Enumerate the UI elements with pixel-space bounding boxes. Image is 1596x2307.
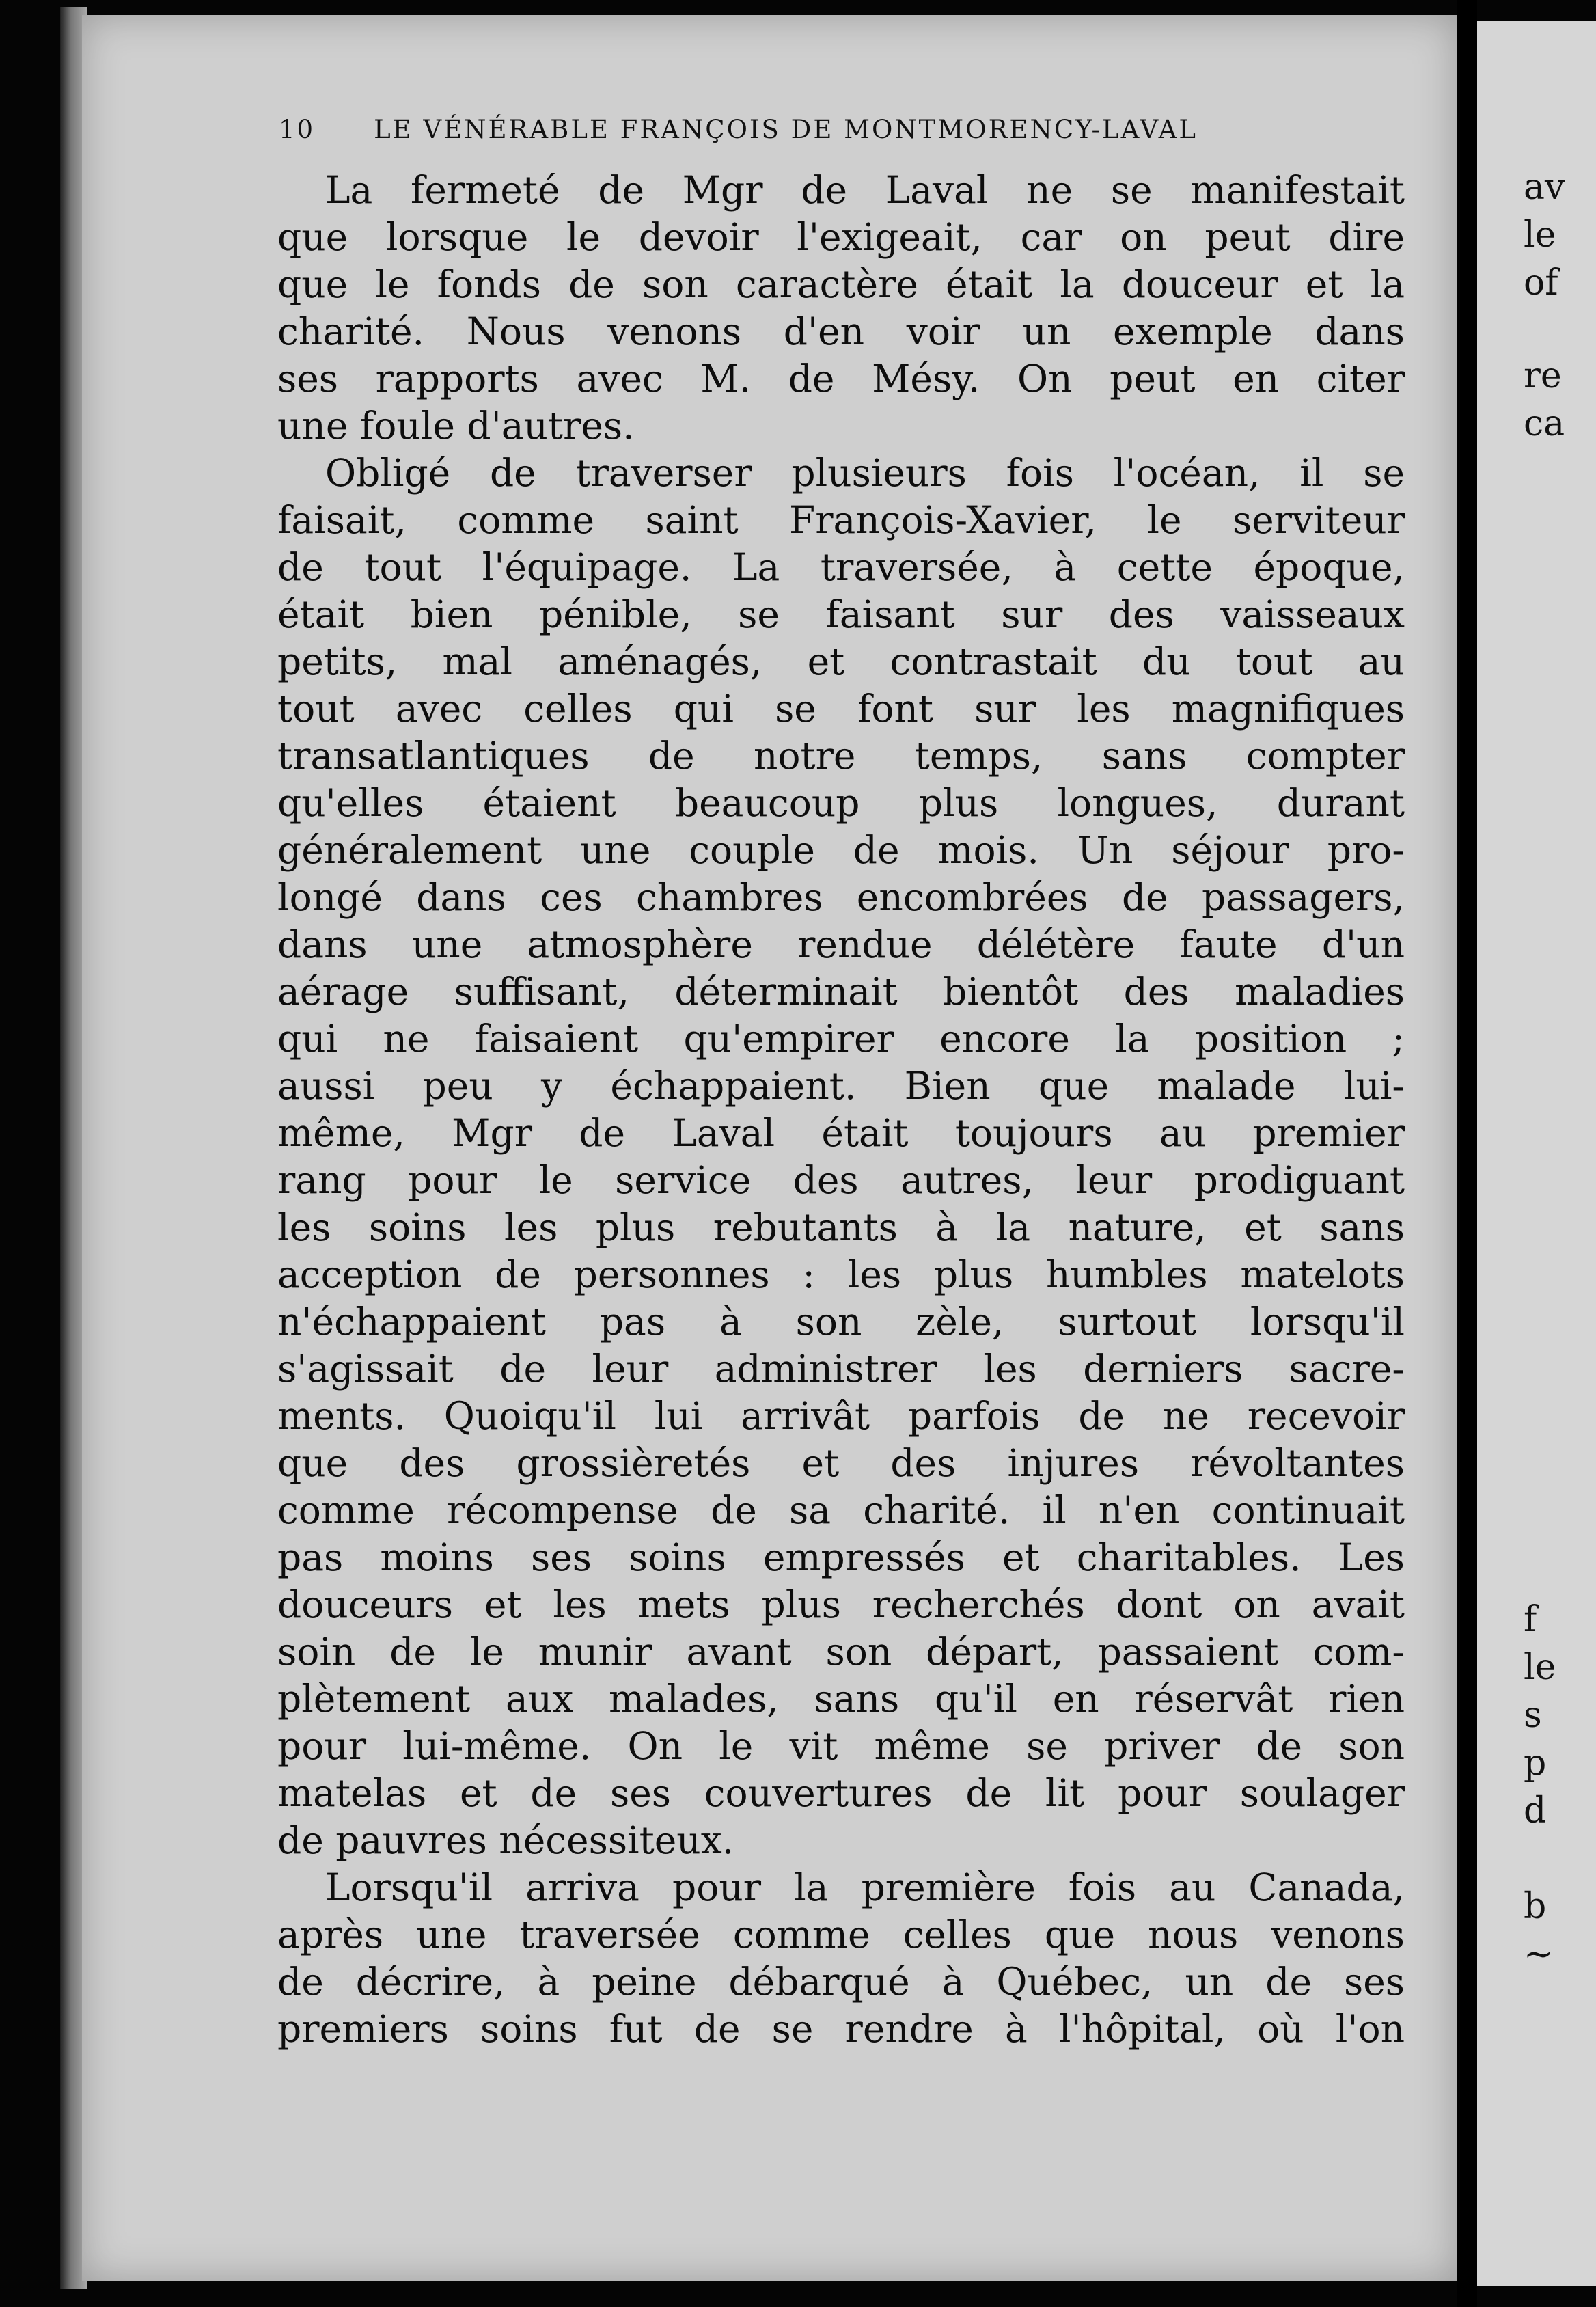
text-line: s'agissait de leur administrer les derniers sacre- xyxy=(277,1347,1405,1391)
text-line: dans une atmosphère rendue délétère faute d'un xyxy=(277,923,1405,966)
book-gutter xyxy=(1457,0,1477,2307)
facing-page-fragment: av xyxy=(1524,167,1565,208)
text-line: rang pour le service des autres, leur prodiguant xyxy=(277,1158,1405,1202)
text-line: qui ne faisaient qu'empirer encore la position ; xyxy=(277,1017,1405,1061)
text-line: pas moins ses soins empressés et charitables. Les xyxy=(277,1535,1405,1579)
page-number: 10 xyxy=(279,115,316,144)
text-line: charité. Nous venons d'en voir un exemple dans xyxy=(277,310,1405,353)
facing-page-fragment: b xyxy=(1524,1886,1547,1927)
text-line: de décrire, à peine débarqué à Québec, un de ses xyxy=(277,1960,1405,2004)
text-line: aérage suffisant, déterminait bientôt des maladies xyxy=(277,970,1405,1013)
text-line: tout avec celles qui se font sur les magnifiques xyxy=(277,687,1405,731)
body-text xyxy=(277,167,1405,2053)
text-line: soin de le munir avant son départ, passaient com- xyxy=(277,1630,1405,1674)
text-line: comme récompense de sa charité. il n'en continuait xyxy=(277,1488,1405,1532)
text-line: qu'elles étaient beaucoup plus longues, durant xyxy=(277,781,1405,825)
text-line: acception de personnes : les plus humbles matelots xyxy=(277,1253,1405,1296)
text-line: longé dans ces chambres encombrées de passagers, xyxy=(277,875,1405,919)
text-line: La fermeté de Mgr de Laval ne se manifestait xyxy=(325,168,1405,212)
text-line: aussi peu y échappaient. Bien que malade lui- xyxy=(277,1064,1405,1108)
text-line: que des grossièretés et des injures révoltantes xyxy=(277,1441,1405,1485)
running-header xyxy=(279,115,1304,144)
text-line: que lorsque le devoir l'exigeait, car on peut dire xyxy=(277,215,1405,259)
text-line: après une traversée comme celles que nous venons xyxy=(277,1913,1405,1956)
text-line: ments. Quoiqu'il lui arrivât parfois de ne recevoir xyxy=(277,1394,1405,1438)
facing-page-fragment: le xyxy=(1524,1647,1556,1688)
facing-page-fragment: f xyxy=(1524,1599,1537,1640)
text-line: généralement une couple de mois. Un séjour pro- xyxy=(277,828,1405,872)
text-line: douceurs et les mets plus recherchés dont on avait xyxy=(277,1583,1405,1626)
text-line: pour lui-même. On le vit même se priver de son xyxy=(277,1724,1405,1768)
facing-page-fragment: d xyxy=(1524,1790,1547,1831)
text-line: n'échappaient pas à son zèle, surtout lorsqu'il xyxy=(277,1300,1405,1343)
text-line: premiers soins fut de se rendre à l'hôpital, où l'on xyxy=(277,2007,1405,2051)
facing-page-fragment: le xyxy=(1524,215,1556,256)
text-line: de tout l'équipage. La traversée, à cette époque, xyxy=(277,545,1405,589)
text-line: Obligé de traverser plusieurs fois l'océan, il se xyxy=(325,451,1405,495)
facing-page-fragment: of xyxy=(1524,262,1558,303)
facing-page-fragment: ~ xyxy=(1524,1934,1554,1975)
text-line: transatlantiques de notre temps, sans compter xyxy=(277,734,1405,778)
text-line: que le fonds de son caractère était la douceur et la xyxy=(277,262,1405,306)
text-line: petits, mal aménagés, et contrastait du tout au xyxy=(277,640,1405,683)
text-line: ses rapports avec M. de Mésy. On peut en citer xyxy=(277,357,1405,400)
text-line: faisait, comme saint François-Xavier, le serviteur xyxy=(277,498,1405,542)
facing-page-fragment: s xyxy=(1524,1695,1542,1736)
text-line: Lorsqu'il arriva pour la première fois au Canada, xyxy=(325,1866,1405,1909)
text-line: matelas et de ses couvertures de lit pour soulager xyxy=(277,1771,1405,1815)
text-line: les soins les plus rebutants à la nature, et sans xyxy=(277,1205,1405,1249)
text-line: plètement aux malades, sans qu'il en réservât rien xyxy=(277,1677,1405,1721)
text-line: était bien pénible, se faisant sur des vaisseaux xyxy=(277,592,1405,636)
text-line: même, Mgr de Laval était toujours au premier xyxy=(277,1111,1405,1155)
facing-page-fragment: p xyxy=(1524,1743,1547,1784)
text-line: de pauvres nécessiteux. xyxy=(277,1818,734,1862)
facing-page-fragment: re xyxy=(1524,355,1562,396)
facing-page-fragment: ca xyxy=(1524,403,1565,444)
text-line: une foule d'autres. xyxy=(277,404,635,448)
running-title: LE VÉNÉRABLE FRANÇOIS DE MONTMORENCY-LAVAL xyxy=(374,115,1198,144)
